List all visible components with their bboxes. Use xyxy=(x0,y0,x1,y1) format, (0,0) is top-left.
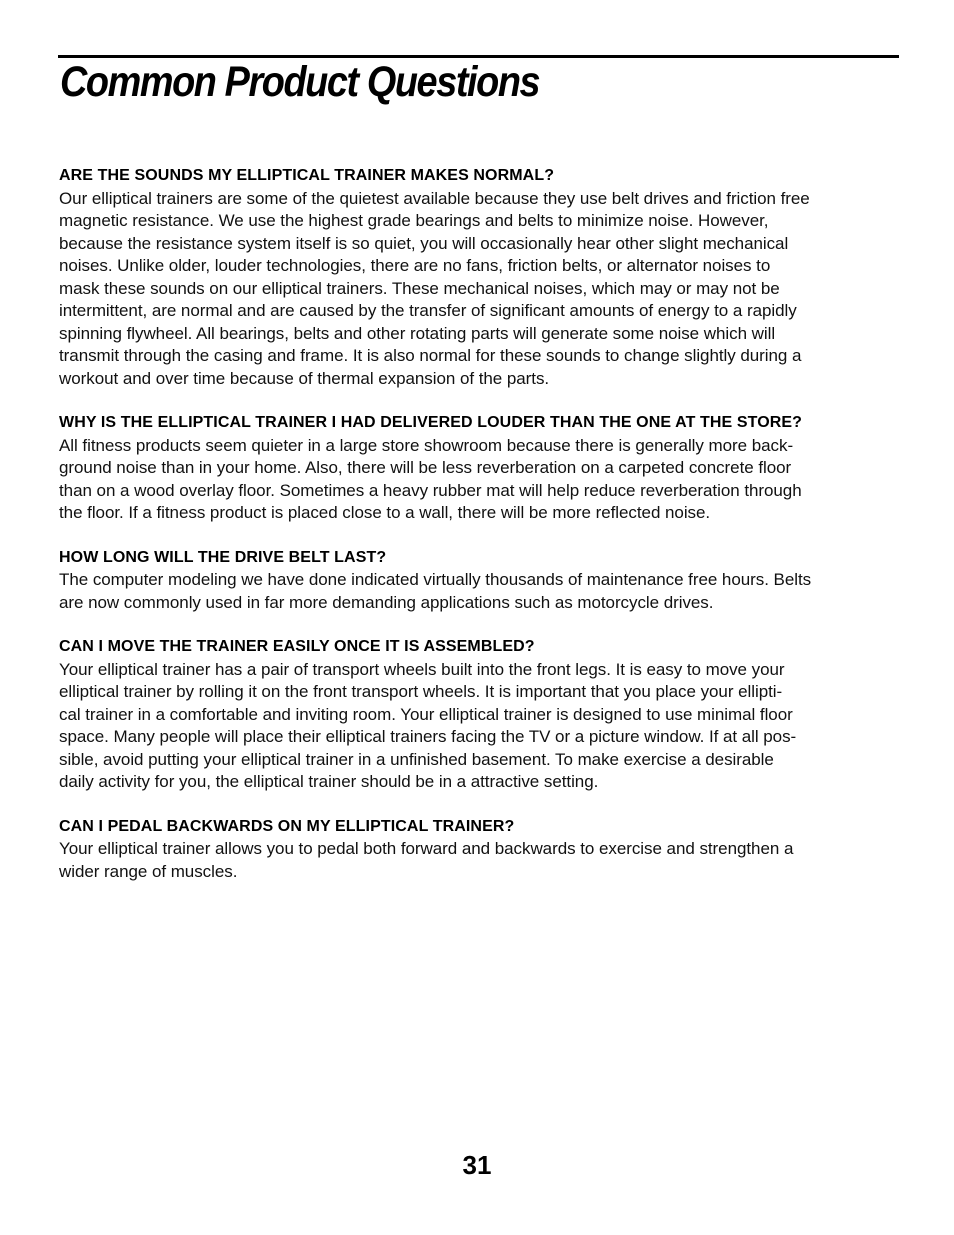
faq-question: CAN I PEDAL BACKWARDS ON MY ELLIPTICAL TRAINER? xyxy=(59,817,515,835)
faq-question: HOW LONG WILL THE DRIVE BELT LAST? xyxy=(59,548,387,566)
faq-answer: The computer modeling we have done indicated virtually thousands of maintenance free hours. Belts are now commonly used in far more demanding applications such as motorcycle drives. xyxy=(59,570,812,612)
faq-item xyxy=(59,816,899,884)
faq-question: WHY IS THE ELLIPTICAL TRAINER I HAD DELIVERED LOUDER THAN THE ONE AT THE STORE? xyxy=(59,414,803,431)
faq-answer: Our elliptical trainers are some of the quietest available because they use belt drives and friction free magnetic resistance. We use the highest grade bearings and belts to minimize noise. However, because the resistance system itself is so quiet, you will occasionally hear other slight mechanical noises. Unlike older, louder technologies, there are no fans, friction belts, or alternator noises to mask these sounds on our elliptical trainers. These mechanical noises, which may or may not be intermittent, are normal and are caused by the transfer of significant amounts of energy to a rapidly spinning flywheel. All bearings, belts and other rotating parts will generate some noise which will transmit through the casing and frame. It is also normal for these sounds to change slightly during a workout and over time because of thermal expansion of the parts. xyxy=(59,188,810,388)
faq-question: ARE THE SOUNDS MY ELLIPTICAL TRAINER MAKES NORMAL? xyxy=(59,167,555,184)
faq-answer: Your elliptical trainer has a pair of transport wheels built into the front legs. It is easy to move your elliptical trainer by rolling it on the front transport wheels. It is important that you place your ellipti- cal trainer in a comfortable and inviting room. Your elliptical trainer is designed to use minimal floor space. Many people will place their elliptical trainers facing the TV or a picture window. If at all pos- sible, avoid putting your elliptical trainer in a unfinished basement. To make exercise a desirable daily activity for you, the elliptical trainer should be in a attractive setting. xyxy=(59,659,797,791)
faq-answer: Your elliptical trainer allows you to pedal both forward and backwards to exercise and strengthen a wider range of muscles. xyxy=(59,839,794,881)
page-number: 31 xyxy=(462,1150,492,1180)
faq-item xyxy=(59,412,899,525)
faq-question: CAN I MOVE THE TRAINER EASILY ONCE IT IS ASSEMBLED? xyxy=(59,638,535,655)
faq-list xyxy=(59,165,899,905)
faq-item xyxy=(59,165,899,390)
faq-item xyxy=(59,547,899,615)
page-title: Common Product Questions xyxy=(60,58,540,106)
faq-answer: All fitness products seem quieter in a large store showroom because there is generally more back- ground noise than in your home. Also, there will be less reverberation on a carpeted concrete floor than on a wood overlay floor. Sometimes a heavy rubber mat will help reduce reverberation through the floor. If a fitness product is placed close to a wall, there will be more reflected noise. xyxy=(59,435,802,522)
faq-item xyxy=(59,636,899,794)
